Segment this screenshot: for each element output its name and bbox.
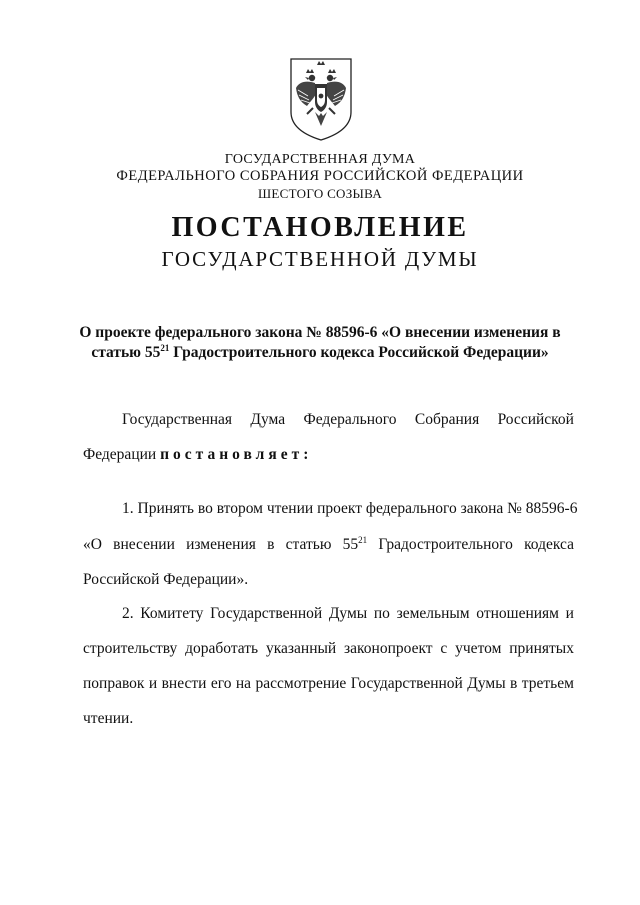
item2-line3: поправок и внести его на рассмотрение Государственной Думы в третьем — [83, 675, 574, 692]
decree-word: постановляет: — [160, 446, 313, 463]
preamble-line1: Государственная Дума Федерального Собрания Российской — [122, 411, 574, 428]
subject-line2: статью $55^{21}$ Градостроительного кодекса Российской Федерации» — [91, 343, 549, 361]
item2-line2: строительству доработать указанный законопроект с учетом принятых — [83, 640, 574, 657]
org-name-line1: ГОСУДАРСТВЕННАЯ ДУМА — [224, 152, 416, 167]
document-title: ПОСТАНОВЛЕНИЕ — [171, 212, 469, 243]
subject-line1: О проекте федерального закона № 88596-6 «О внесении изменения в — [79, 324, 561, 341]
item1-line3: Российской Федерации». — [83, 571, 249, 588]
item1-line2: «О внесении изменения в статью $55^{21}$ Градостроительного кодекса — [83, 535, 574, 553]
document-subtitle: ГОСУДАРСТВЕННОЙ ДУМЫ — [161, 247, 479, 271]
convocation-line: ШЕСТОГО СОЗЫВА — [257, 186, 383, 201]
coat-of-arms-icon — [288, 56, 354, 142]
item2-line1: 2. Комитету Государственной Думы по земельным отношениям и — [122, 605, 574, 622]
preamble-line2: Федерации постановляет: — [83, 446, 313, 463]
org-name-line2: ФЕДЕРАЛЬНОГО СОБРАНИЯ РОССИЙСКОЙ ФЕДЕРАЦИИ — [116, 168, 524, 184]
item2-line4: чтении. — [83, 710, 134, 727]
item1-line1: 1. Принять во втором чтении проект федерального закона № 88596-6 — [122, 500, 578, 517]
